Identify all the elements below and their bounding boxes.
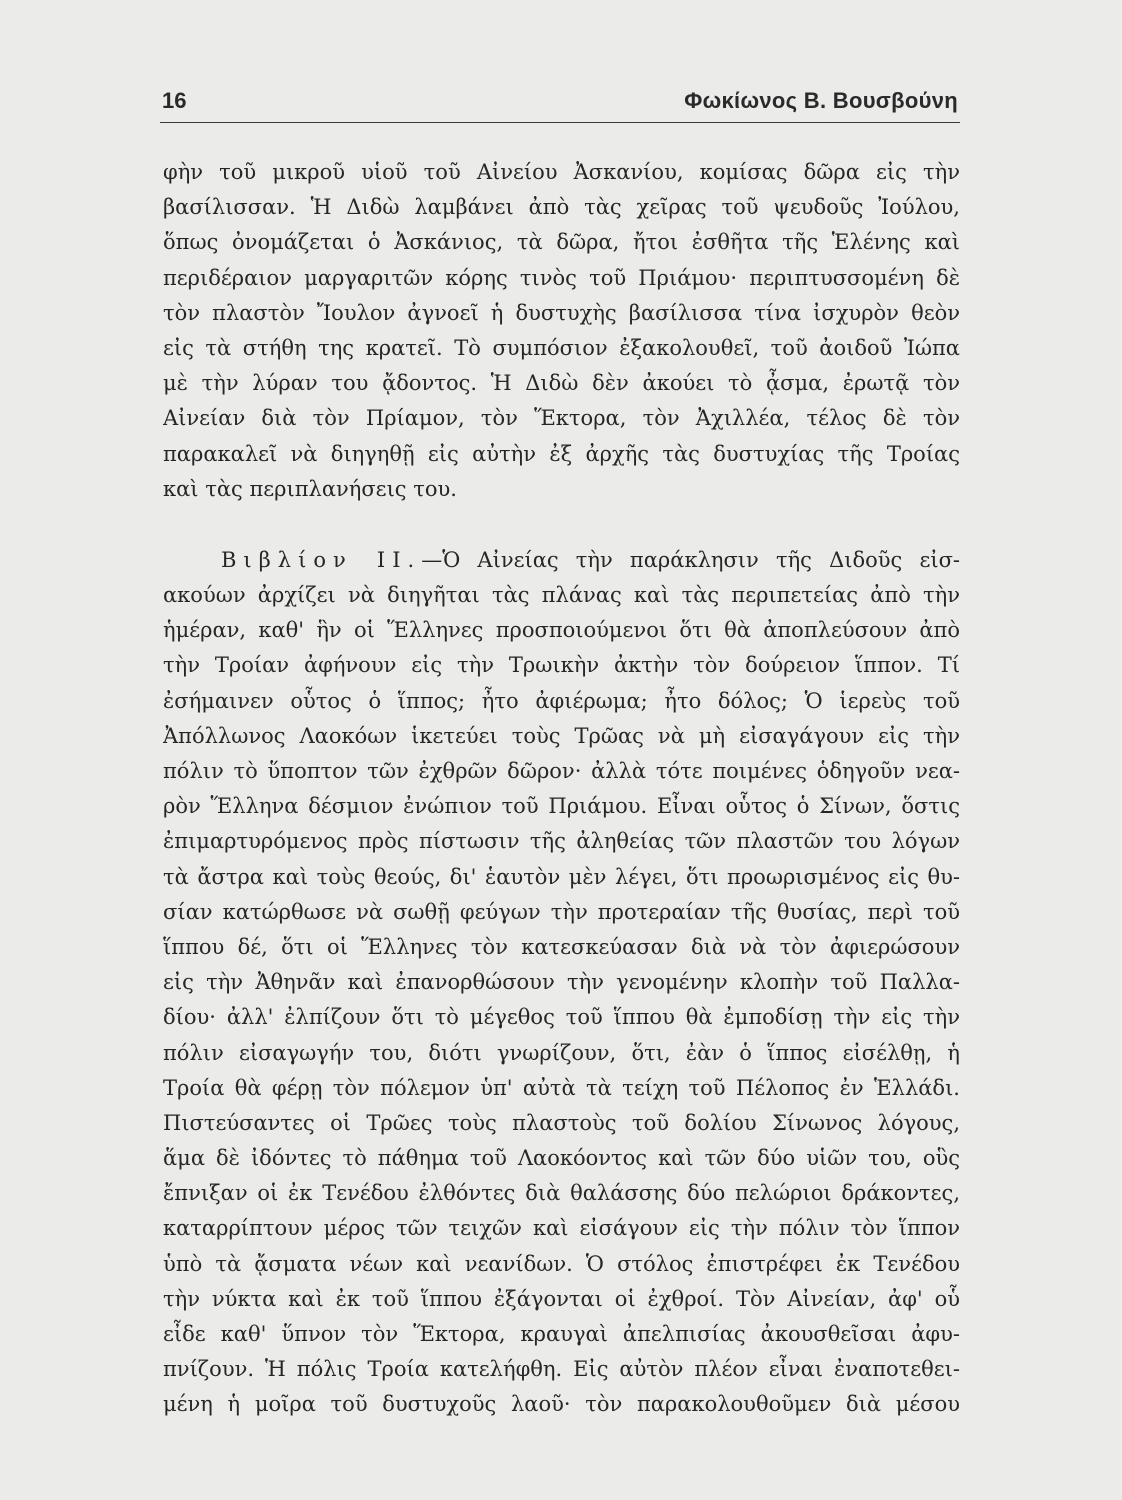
text-line: περιδέραιον μαργαριτῶν κόρης τινὸς τοῦ Πριάμου· περιπτυσσομένη δὲ [163,265,960,290]
text-line: Ἀπόλλωνος Λαοκόων ἱκετεύει τοὺς Τρῶας νὰ μὴ εἰσαγάγουν εἰς τὴν [163,723,960,748]
page-header [160,88,960,123]
text-line: παρακαλεῖ νὰ διηγηθῇ εἰς αὐτὴν ἐξ ἀρχῆς τὰς δυστυχίας τῆς Τροίας [163,441,960,466]
page-number: 16 [162,88,187,113]
body-text [163,155,960,1423]
text-line: εἶδε καθ' ὕπνον τὸν Ἕκτορα, κραυγαὶ ἀπελπισίας ἀκουσθεῖσαι ἀφυ- [163,1322,960,1346]
text-line: καταρρίπτουν μέρος τῶν τειχῶν καὶ εἰσάγουν εἰς τὴν πόλιν τὸν ἵππον [163,1216,960,1241]
running-head: Φωκίωνος Β. Βουσβούνη [684,88,958,113]
text-line: ἡμέραν, καθ' ἣν οἱ Ἕλληνες προσποιούμενοι ὅτι θὰ ἀποπλεύσουν ἀπὸ [163,618,960,643]
text-line: πόλιν τὸ ὕποπτον τῶν ἐχθρῶν δῶρον· ἀλλὰ τότε ποιμένες ὁδηγοῦν νεα- [163,759,960,783]
paragraph-2 [163,543,960,1423]
text-line: ὅπως ὀνομάζεται ὁ Ἀσκάνιος, τὰ δῶρα, ἤτοι ἐσθῆτα τῆς Ἑλένης καὶ [163,230,960,255]
text-line: τὸν πλαστὸν Ἴουλον ἀγνοεῖ ἡ δυστυχὴς βασίλισσα τίνα ἰσχυρὸν θεὸν [163,300,960,325]
text-line: ρὸν Ἕλληνα δέσμιον ἐνώπιον τοῦ Πριάμου. Εἶναι οὗτος ὁ Σίνων, ὅστις [163,794,960,819]
text-line: μένη ἡ μοῖρα τοῦ δυστυχοῦς λαοῦ· τὸν παρακολουθοῦμεν διὰ μέσου [163,1392,960,1417]
text-line: σίαν κατώρθωσε νὰ σωθῇ φεύγων τὴν προτεραίαν τῆς θυσίας, περὶ τοῦ [163,899,960,924]
text-line: καὶ τὰς περιπλανήσεις του. [163,476,457,501]
text-line: Τροία θὰ φέρῃ τὸν πόλεμον ὑπ' αὐτὰ τὰ τείχη τοῦ Πέλοπος ἐν Ἑλλάδι. [163,1075,960,1100]
text-line: εἰς τὰ στήθη της κρατεῖ. Τὸ συμπόσιον ἐξακολουθεῖ, τοῦ ἀοιδοῦ Ἰώπα [163,335,960,360]
text-line: πνίζουν. Ἡ πόλις Τροία κατελήφθη. Εἰς αὐτὸν πλέον εἶναι ἐναποτεθει- [163,1357,960,1382]
text-line: ἔπνιξαν οἱ ἐκ Τενέδου ἐλθόντες διὰ θαλάσσης δύο πελώριοι δράκοντες, [163,1181,960,1206]
text-line: φὴν τοῦ μικροῦ υἱοῦ τοῦ Αἰνείου Ἀσκανίου, κομίσας δῶρα εἰς τὴν [163,160,960,184]
text-line: τὰ ἄστρα καὶ τοὺς θεούς, δι' ἑαυτὸν μὲν λέγει, ὅτι προωρισμένος εἰς θυ- [163,864,960,889]
text-line: πόλιν εἰσαγωγήν του, διότι γνωρίζουν, ὅτι, ἐὰν ὁ ἵππος εἰσέλθῃ, ἡ [163,1040,960,1065]
text-line: Πιστεύσαντες οἱ Τρῶες τοὺς πλαστοὺς τοῦ δολίου Σίνωνος λόγους, [163,1110,960,1135]
paragraph-1 [163,155,960,507]
text-line: τὴν νύκτα καὶ ἐκ τοῦ ἵππου ἐξάγονται οἱ ἐχθροί. Τὸν Αἰνείαν, ἀφ' οὗ [163,1286,960,1311]
text-line: βασίλισσαν. Ἡ Διδὼ λαμβάνει ἀπὸ τὰς χεῖρας τοῦ ψευδοῦς Ἰούλου, [163,195,960,220]
text-line-first [163,543,960,578]
text-line: ἵππου δέ, ὅτι οἱ Ἕλληνες τὸν κατεσκεύασαν διὰ νὰ τὸν ἀφιερώσουν [163,934,960,959]
text-line: μὲ τὴν λύραν του ᾄδοντος. Ἡ Διδὼ δὲν ἀκούει τὸ ᾆσμα, ἐρωτᾷ τὸν [163,371,960,396]
book-label: Βιβλίον ΙΙ. [221,547,422,572]
paragraph-gap [163,507,960,543]
text-line: δίου· ἀλλ' ἐλπίζουν ὅτι τὸ μέγεθος τοῦ ἵππου θὰ ἐμποδίσῃ τὴν εἰς τὴν [163,1005,960,1030]
text-line: εἰς τὴν Ἀθηνᾶν καὶ ἐπανορθώσουν τὴν γενομένην κλοπὴν τοῦ Παλλα- [163,970,960,995]
text-line: ἐπιμαρτυρόμενος πρὸς πίστωσιν τῆς ἀληθείας τῶν πλαστῶν του λόγων [163,829,960,854]
text-line: ἅμα δὲ ἰδόντες τὸ πάθημα τοῦ Λαοκόοντος καὶ τῶν δύο υἱῶν του, οὓς [163,1146,960,1171]
first-line-rest: —Ὁ Αἰνείας τὴν παράκλησιν τῆς Διδοῦς εἰσ- [421,547,960,572]
text-line: Αἰνείαν διὰ τὸν Πρίαμον, τὸν Ἕκτορα, τὸν Ἀχιλλέα, τέλος δὲ τὸν [163,406,960,431]
text-line: τὴν Τροίαν ἀφήνουν εἰς τὴν Τρωικὴν ἀκτὴν τὸν δούρειον ἵππον. Τί [163,653,960,678]
text-line: ακούων ἀρχίζει νὰ διηγῆται τὰς πλάνας καὶ τὰς περιπετείας ἀπὸ τὴν [163,583,960,608]
text-line: ὑπὸ τὰ ᾄσματα νέων καὶ νεανίδων. Ὁ στόλος ἐπιστρέφει ἐκ Τενέδου [163,1251,960,1276]
text-line: ἐσήμαινεν οὗτος ὁ ἵππος; ἦτο ἀφιέρωμα; ἦτο δόλος; Ὁ ἱερεὺς τοῦ [163,688,960,713]
